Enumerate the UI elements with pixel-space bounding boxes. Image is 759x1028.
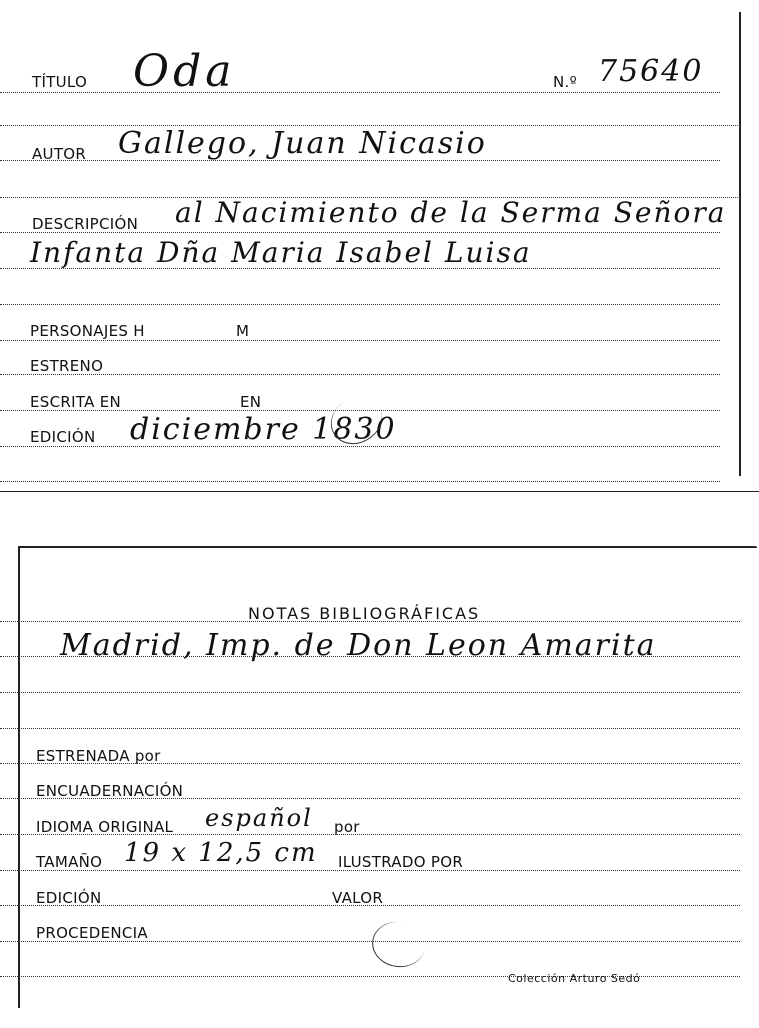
titulo-label: TÍTULO: [32, 73, 88, 91]
personajes-label: PERSONAJES H: [30, 322, 145, 340]
edicion-value: diciembre 1830: [130, 412, 397, 447]
card-border: [739, 12, 741, 476]
card-border: [18, 546, 20, 1008]
coleccion-footer: Colección Arturo Sedó: [508, 972, 641, 985]
ruled-line: [0, 481, 720, 482]
card-border: [0, 491, 759, 492]
estreno-label: ESTRENO: [30, 357, 104, 375]
personajes-m-label: M: [236, 322, 250, 340]
idioma-por-label: por: [334, 818, 360, 836]
estrenada-label: ESTRENADA por: [36, 747, 161, 765]
ruled-line: [0, 92, 720, 93]
escrita-en-label: EN: [240, 393, 262, 411]
autor-value: Gallego, Juan Nicasio: [118, 126, 487, 161]
edicion-label: EDICIÓN: [30, 428, 96, 446]
card-border: [18, 546, 757, 548]
notas-value: Madrid, Imp. de Don Leon Amarita: [60, 628, 657, 663]
notas-heading: NOTAS BIBLIOGRÁFICAS: [248, 604, 481, 623]
idioma-label: IDIOMA ORIGINAL: [36, 818, 174, 836]
ruled-line: [0, 692, 740, 693]
card-punch-hole: [368, 918, 428, 972]
valor-label: VALOR: [332, 889, 384, 907]
descripcion-label: DESCRIPCIÓN: [32, 215, 139, 233]
descripcion-line-1: al Nacimiento de la Serma Señora: [175, 196, 727, 229]
numero-value: 75640: [598, 54, 704, 89]
ruled-line: [0, 728, 740, 729]
autor-label: AUTOR: [32, 145, 87, 163]
catalog-card-back: [0, 540, 759, 1028]
encuadernacion-label: ENCUADERNACIÓN: [36, 782, 184, 800]
tamano-label: TAMAÑO: [36, 853, 103, 871]
ruled-line: [0, 621, 740, 622]
ilustrado-label: ILUSTRADO POR: [338, 853, 464, 871]
descripcion-line-2: Infanta Dña Maria Isabel Luisa: [30, 236, 532, 269]
numero-label: N.º: [553, 73, 577, 91]
ruled-line: [0, 374, 720, 375]
idioma-value: español: [205, 804, 313, 832]
ruled-line: [0, 304, 720, 305]
edicion-label-back: EDICIÓN: [36, 889, 102, 907]
ruled-line: [0, 340, 720, 341]
catalog-card-front: [0, 0, 759, 492]
procedencia-label: PROCEDENCIA: [36, 924, 148, 942]
tamano-value: 19 x 12,5 cm: [124, 838, 318, 868]
escrita-label: ESCRITA EN: [30, 393, 122, 411]
titulo-value: Oda: [133, 46, 236, 97]
